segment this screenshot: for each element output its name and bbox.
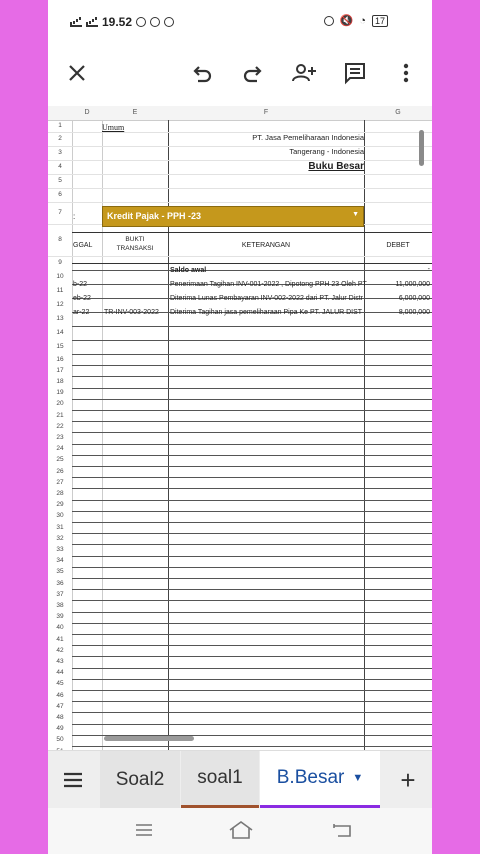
share-button[interactable] [287, 56, 321, 90]
grid-line [72, 634, 432, 635]
vertical-scrollbar[interactable] [419, 130, 424, 166]
row-number[interactable]: 44 [56, 669, 64, 677]
grid-line [72, 724, 432, 725]
row-number[interactable]: 36 [56, 579, 64, 587]
grid-line [72, 578, 432, 579]
row-number[interactable]: 23 [56, 434, 64, 441]
account-dropdown[interactable] [102, 206, 364, 227]
cell-book-title[interactable]: Buku Besar [308, 161, 364, 172]
grid-line [48, 202, 432, 203]
row-number[interactable]: 22 [56, 422, 64, 430]
recent-apps-button[interactable] [134, 822, 154, 843]
row-number[interactable]: 14 [56, 329, 64, 336]
header-bukti-2[interactable]: TRANSAKSI [116, 245, 154, 252]
grid-line [72, 623, 432, 624]
row-number[interactable]: 4 [58, 163, 62, 170]
cell-r7-label[interactable]: : [73, 212, 76, 221]
row-number[interactable]: 19 [56, 389, 64, 397]
row-number[interactable]: 6 [58, 191, 62, 198]
more-options-button[interactable] [389, 56, 423, 90]
tab-soal2-label: Soal2 [115, 769, 165, 790]
grid-line [48, 256, 432, 257]
row-number[interactable]: 50 [56, 736, 64, 744]
grid-line [72, 690, 432, 691]
header-debet[interactable]: DEBET [386, 242, 410, 249]
account-dropdown-value: Kredit Pajak - PPH -23 [107, 211, 202, 221]
recent-apps-icon [134, 822, 154, 838]
row-number[interactable]: 8 [58, 236, 62, 243]
row-number[interactable]: 32 [56, 534, 64, 542]
row-number[interactable]: 24 [56, 445, 64, 453]
battery-icon: 17 [372, 15, 388, 27]
more-vert-icon [403, 63, 409, 83]
row-number[interactable]: 30 [56, 512, 64, 520]
grid-line [72, 455, 432, 456]
back-icon [332, 822, 352, 838]
tab-dropdown-icon[interactable]: ▼ [352, 772, 364, 784]
row-number[interactable]: 29 [56, 501, 64, 509]
row-number[interactable]: 9 [58, 259, 62, 266]
row-number[interactable]: 34 [56, 557, 64, 565]
grid-line [72, 477, 432, 478]
grid-line [72, 533, 432, 534]
tab-soal1[interactable] [181, 751, 259, 809]
grid-line [48, 174, 432, 175]
cell-company[interactable]: PT. Jasa Pemeliharaan Indonesia [252, 133, 364, 142]
cell-saldo-value[interactable]: - [427, 266, 430, 273]
tab-soal2[interactable] [100, 751, 180, 809]
redo-button[interactable] [236, 56, 270, 90]
row-number[interactable]: 43 [56, 658, 64, 665]
undo-icon [191, 62, 213, 84]
grid-line [72, 746, 432, 747]
grid-line [72, 656, 432, 657]
close-button[interactable] [60, 56, 94, 90]
grid-line [72, 612, 432, 613]
grid-line [72, 432, 432, 433]
telegram-icon [164, 17, 174, 27]
grid-line [72, 488, 432, 489]
header-keterangan[interactable]: KETERANGAN [241, 242, 291, 249]
grid-line [72, 421, 432, 422]
row-number[interactable]: 46 [56, 691, 64, 699]
sheet-tab-bar [48, 750, 432, 809]
menu-icon [63, 772, 83, 788]
undo-button[interactable] [185, 56, 219, 90]
row-number[interactable]: 18 [56, 378, 64, 385]
grid-line [72, 500, 432, 501]
row-number[interactable]: 20 [56, 400, 64, 408]
status-time: 19.52 [102, 15, 133, 29]
row-number[interactable]: 47 [56, 702, 64, 710]
cell-umum[interactable]: Umum [102, 123, 125, 132]
cell-debet[interactable]: 8,000,000 [398, 309, 430, 316]
row-number[interactable]: 49 [56, 725, 64, 733]
top-toolbar [48, 44, 432, 104]
wifi-icon: ◔ [359, 14, 366, 27]
cell-debet[interactable]: 11,000,000 [395, 281, 430, 288]
row-number[interactable]: 45 [56, 680, 64, 688]
cell-keterangan[interactable]: Diterima Tagihan jasa pemeliharaan Pipa Ke PT. JALUR DIST [170, 309, 363, 316]
alarm-icon [324, 16, 334, 26]
grid-line [72, 668, 432, 669]
row-number[interactable]: 25 [56, 456, 64, 464]
column-header-d[interactable]: D [84, 109, 90, 116]
row-number[interactable]: 42 [56, 646, 64, 654]
row-number[interactable]: 41 [56, 635, 64, 643]
row-number[interactable]: 16 [56, 355, 64, 363]
home-button[interactable] [228, 820, 254, 845]
signal-icon [70, 17, 82, 27]
grid-line [72, 544, 432, 545]
row-number[interactable]: 31 [56, 523, 64, 531]
home-icon [228, 820, 254, 840]
status-right [324, 14, 388, 27]
row-number[interactable]: 21 [56, 411, 64, 419]
grid-line [72, 522, 432, 523]
grid-line [72, 645, 432, 646]
row-number[interactable]: 5 [58, 177, 62, 184]
row-number[interactable]: 3 [58, 149, 62, 156]
column-header-e[interactable]: E [132, 109, 138, 116]
grid-line [72, 679, 432, 680]
whatsapp-icon [150, 17, 160, 27]
status-bar [48, 0, 432, 44]
row-number[interactable]: 26 [56, 467, 64, 475]
grid-line [72, 701, 432, 702]
grid-line [72, 326, 432, 327]
tab-bbesar[interactable] [260, 751, 380, 809]
grid-line [72, 399, 432, 400]
column-header-f[interactable]: F [263, 109, 269, 116]
phone-screen [48, 0, 432, 854]
dropdown-arrow-icon: ▼ [352, 211, 359, 218]
close-icon [68, 64, 86, 82]
grid-line [72, 365, 432, 366]
grid-line [72, 712, 432, 713]
grid-line [72, 354, 432, 355]
mute-icon: 🔇 [339, 15, 354, 27]
grid-line [72, 556, 432, 557]
spreadsheet-grid[interactable] [48, 106, 432, 750]
grid-line [72, 589, 432, 590]
row-number[interactable]: 35 [56, 568, 64, 576]
sheets-menu-button[interactable] [48, 751, 98, 809]
cell-keterangan[interactable]: Penerimaan Tagihan INV-001-2022 , Dipotong PPH 23 Oleh PT [170, 281, 367, 288]
cell-date[interactable]: ar-22 [73, 309, 90, 316]
row-number[interactable]: 39 [56, 613, 64, 621]
cell-bukti[interactable]: TR-INV-003-2022 [104, 309, 159, 316]
grid-line [72, 511, 432, 512]
column-header-g[interactable]: G [395, 109, 401, 116]
row-number[interactable]: 10 [56, 273, 64, 280]
status-left [70, 15, 174, 29]
cell-city[interactable]: Tangerang - Indonesia [289, 147, 364, 156]
column-header-row [48, 106, 432, 121]
row-number[interactable]: 2 [58, 135, 62, 142]
table-header-bottom-border [72, 263, 432, 264]
table-top-border [72, 232, 432, 233]
grid-line [72, 567, 432, 568]
row-number[interactable]: 33 [56, 546, 64, 553]
grid-line [72, 600, 432, 601]
back-button[interactable] [332, 822, 352, 843]
grid-line [72, 340, 432, 341]
grid-line [72, 376, 432, 377]
grid-line [48, 188, 432, 189]
row-number[interactable]: 38 [56, 602, 64, 609]
cell-date[interactable]: b-22 [73, 281, 88, 288]
cell-keterangan[interactable]: Diterima Lunas Pembayaran INV-002-2022 dari PT. Jalur Distr [170, 295, 363, 302]
row-number[interactable]: 1 [58, 122, 62, 129]
row-number[interactable]: 40 [56, 624, 64, 632]
row-number[interactable]: 11 [56, 287, 64, 294]
navigation-bar [48, 808, 432, 854]
row-number[interactable]: 15 [56, 343, 64, 350]
row-number[interactable]: 28 [56, 490, 64, 497]
cell-date[interactable]: eb-22 [73, 295, 91, 302]
comment-icon [344, 62, 366, 84]
grid-line [72, 466, 432, 467]
tab-soal1-label: soal1 [197, 767, 243, 788]
cell-saldo-awal[interactable]: Saldo awal [170, 267, 207, 274]
signal-icon-2 [86, 17, 98, 27]
row-number[interactable]: 48 [56, 714, 64, 721]
row-number[interactable]: 7 [58, 209, 62, 216]
header-tanggal[interactable]: GGAL [73, 242, 93, 249]
tab-bbesar-label: B.Besar [276, 767, 345, 788]
grid-line [72, 444, 432, 445]
row-number[interactable]: 13 [56, 315, 64, 322]
add-person-icon [291, 62, 317, 84]
redo-icon [242, 62, 264, 84]
cell-debet[interactable]: 6,000,000 [398, 295, 430, 302]
row-number[interactable]: 17 [56, 366, 64, 374]
row-number[interactable]: 37 [56, 590, 64, 598]
add-sheet-button[interactable]: + [400, 764, 416, 795]
row-number[interactable]: 27 [56, 478, 64, 486]
comment-button[interactable] [338, 56, 372, 90]
notification-icon [136, 17, 146, 27]
row-number[interactable]: 12 [56, 301, 64, 308]
grid-line [72, 388, 432, 389]
horizontal-scrollbar[interactable] [104, 736, 194, 741]
header-bukti-1[interactable]: BUKTI [125, 236, 145, 243]
grid-line [72, 410, 432, 411]
